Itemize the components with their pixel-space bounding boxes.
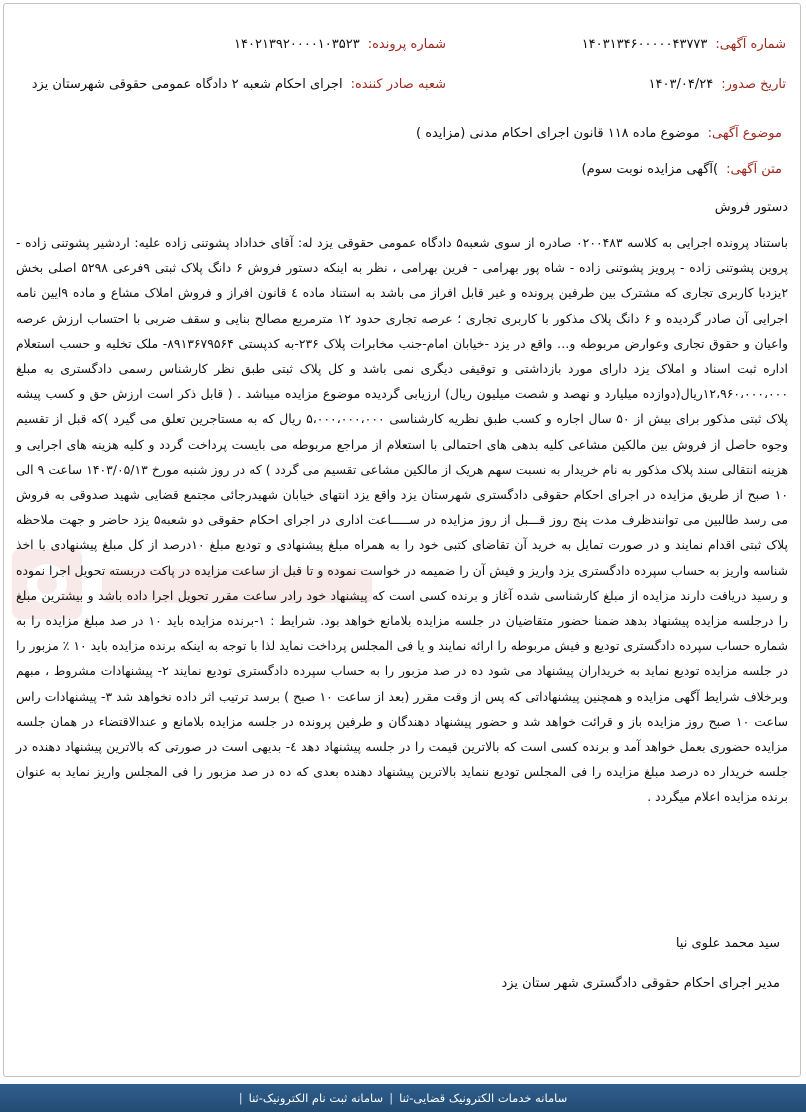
- issue-date-row: [649, 77, 786, 92]
- case-number-row: [234, 37, 446, 52]
- issuing-branch: اجرای احکام شعبه ۲ دادگاه عمومی حقوقی شهرستان یزد: [31, 77, 343, 92]
- issue-date: ۱۴۰۳/۰۴/۲۴: [648, 77, 714, 92]
- notice-text-label: متن آگهی:: [726, 162, 782, 177]
- footer-separator-end: |: [238, 1091, 243, 1105]
- notice-body: باستناد پرونده اجرایی به کلاسه ۰۲۰۰۴۸۳ صادره از سوی شعبه۵ دادگاه عمومی حقوقی یزد له: آقای خداداد پشوتنی زاده علیه: اردشیر پشوتنی زاده - پروین پشوتنی زاده - پرویز پشوتنی زاده - شاه پور بهرامی - فرین بهرامی ، نظر به اینکه دستور فروش ۶ دانگ پلاک ثبتی ۹فرعی ۵۲۹۸ اصلی بخش ۲یزدبا کاربری تجاری که مشترک بین طرفین پرونده و غیر قابل افراز می باشد به استناد ماده ٤ قانون افراز و فروش املاک مشاع و ماده ۹ایین نامه اجرایی آن صادر گردیده و ۶ دانگ پلاک مذکور با کاربری تجاری ؛ عرصه تجاری حدود ۱۲ مترمربع مصالح بنایی و سقف ضربی با احتساب ارزش عرصه واعیان و حقوق تجاری وعوارض مربوطه و… واقع در یزد -خیابان امام-جنب مخابرات پلاک ۲۳۶-به کدپستی ۸۹۱۳۶۷۹۵۶۴- ملک تخلیه و حسب استعلام اداره ثبت اسناد و املاک یزد دارای مورد بازداشتی و توقیفی دیگری نمی باشد و کل پلاک ثبتی طبق نظر کارشناس رسمی دادگستری به مبلغ ۱۲،۹۶۰،۰۰۰،۰۰۰ریال(دوازده میلیارد و نهصد و شصت میلیون ریال) ارزیابی گردیده موضوع مزایده میباشد . ( قابل ذکر است ارزش حق و کسب پیشه پلاک ثبتی مذکور برای بیش از ۵۰ سال اجاره و کسب طبق نظریه کارشناسی ۵،۰۰۰،۰۰۰،۰۰۰ ریال که به مستاجرین تعلق می گیرد )که قبل از تقسیم وجوه حاصل از فروش بین مالکین مشاعی کلیه بدهی های احتمالی با استعلام از مراجع مربوطه می بایست پرداخت گردد و کلیه هزینه های اجرایی و هزینه انتقالی سند پلاک مذکور به نام خریدار به نسبت سهم هریک از مالکین مشاعی تقسیم می گردد ) که در روز شنبه مورخ ۱۴۰۳/۰۵/۱۳ ساعت ۹ الی ۱۰ صبح از طریق مزایده در اجرای احکام حقوقی دادگستری شهرستان یزد واقع یزد انتهای خیابان شهیدرجائی مجتمع قضایی شهید صدوقی به فروش می رسد طالبین می توانندظرف مدت پنج روز قـــبل از روز مزایده در ســـــاعت اداری در اجرای احکام حقوقی دو شعبه۵ یزد حاضر و جهت ملاحظه پلاک ثبتی اقدام نمایند و در صورت تمایل به خرید آن تقاضای کتبی خود را به همراه مبلغ پیشنهادی و تودیع مبلغ ۱۰درصد از کل مبلغ پیشنهادی با اخذ شناسه واریز به حساب سپرده دادگستری یزد واریز و فیش آن را ضمیمه در خواست نموده و تا قبل از ساعت مزایده در پاکت دربسته تحویل اجرا نموده و رسید دریافت دارند مزایده از مبلغ کارشناسی شده آغاز و برنده کسی است که پیشنهاد خود رادر ساعت مقرر تحویل اجرا داده باشد و بیشترین مبلغ را درجلسه مزایده پیشنهاد بدهد ضمنا حضور متقاضیان در جلسه مزایده بلامانع خواهد بود. شرایط : ۱-برنده مزایده باید ۱۰ در صد مبلغ مزایده را به شماره حساب سپرده دادگستری تودیع و فیش مربوطه را ارائه نمایند و یا فی المجلس پرداخت نماید لذا با توجه به اینکه برنده مزایده باید ۱۰ ٪ مزبور را در جلسه مزایده تودیع نماید به خریداران پیشنهاد می شود ده در صد مزبور را به حساب سپرده دادگستری تودیع نمایند ۲- پیشنهادات مشروط ، مبهم وبرخلاف شرایط آگهی مزایده و همچنین پیشنهاداتی که پس از وقت مقرر (بعد از ساعت ۱۰ صبح ) برسد ترتیب اثر داده نخواهد شد ۳- پیشنهادات راس ساعت ۱۰ صبح روز مزایده باز و قرائت خواهد شد و حضور پیشنهاد دهندگان و طرفین پرونده در جلسه مزایده بلامانع و عندالاقتضاء در همان جلسه مزایده حضوری بعمل خواهد آمد و برنده کسی است که بالاترین قیمت را در جلسه پیشنهاد دهد ٤- بدیهی است در صورتی که بالاترین پیشنهاد دهنده در جلسه خریدار ده درصد مبلغ مزایده را فی المجلس تودیع ننماید بالاترین پیشنهاد دهنده بعدی که ده در صد مزبور را فی المجلس واریز نماید به عنوان برنده مزایده اعلام میگردد .: [16, 235, 789, 805]
- subject-label: موضوع آگهی:: [707, 126, 782, 141]
- footer-link-sana-registration[interactable]: سامانه ثبت نام الکترونیک-ثنا: [248, 1091, 384, 1105]
- issuing-branch-row: [32, 77, 446, 92]
- subject-value: موضوع ماده ۱۱۸ قانون اجرای احکام مدنی (مزایده ): [416, 126, 700, 141]
- notice-number: ۱۴۰۳۱۳۴۶۰۰۰۰۰۴۳۷۷۳: [581, 37, 708, 52]
- case-number: ۱۴۰۲۱۳۹۲۰۰۰۰۱۰۳۵۲۳: [234, 37, 360, 52]
- notice-page: [3, 3, 801, 1077]
- notice-number-label: شماره آگهی:: [715, 37, 786, 52]
- notice-subject: [416, 126, 782, 141]
- notice-text-value: )آگهی مزایده نوبت سوم): [581, 162, 719, 177]
- footer-link-sana-services[interactable]: سامانه خدمات الکترونیک قضایی-ثنا: [399, 1091, 568, 1105]
- issuing-branch-label: شعبه صادر کننده:: [350, 77, 446, 92]
- case-number-label: شماره پرونده:: [367, 37, 446, 52]
- signatory-name: سید محمد علوی نیا: [675, 936, 780, 951]
- notice-number-row: [582, 37, 786, 52]
- notice-text-row: [582, 162, 782, 177]
- order-title: دستور فروش: [714, 200, 788, 215]
- footer-bar: [0, 1084, 806, 1112]
- issue-date-label: تاریخ صدور:: [721, 77, 786, 92]
- signatory-title: مدیر اجرای احکام حقوقی دادگستری شهر ستان یزد: [501, 976, 780, 991]
- footer-separator: |: [389, 1091, 394, 1105]
